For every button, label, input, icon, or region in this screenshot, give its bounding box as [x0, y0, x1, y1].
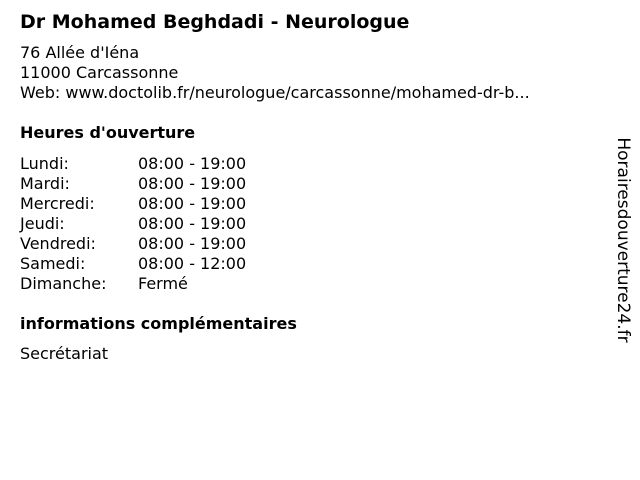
hours-row-friday — [20, 234, 246, 254]
hours-time: Fermé — [138, 274, 188, 293]
hours-time: 08:00 - 12:00 — [138, 254, 247, 273]
address-web: Web: www.doctolib.fr/neurologue/carcassonne/mohamed-dr-b... — [20, 83, 530, 102]
hours-time: 08:00 - 19:00 — [138, 154, 247, 173]
hours-day: Dimanche: — [20, 274, 107, 293]
hours-day: Mardi: — [20, 174, 70, 193]
info-heading: informations complémentaires — [20, 314, 297, 333]
hours-row-wednesday — [20, 194, 246, 214]
address-block — [20, 43, 530, 103]
hours-day: Lundi: — [20, 154, 69, 173]
hours-row-sunday — [20, 274, 246, 294]
address-city: 11000 Carcassonne — [20, 63, 179, 82]
hours-heading: Heures d'ouverture — [20, 123, 196, 142]
hours-time: 08:00 - 19:00 — [138, 214, 247, 233]
hours-row-monday — [20, 154, 246, 174]
hours-row-saturday — [20, 254, 246, 274]
hours-day: Samedi: — [20, 254, 86, 273]
site-watermark: Horairesdouverture24.fr — [613, 137, 633, 343]
hours-day: Jeudi: — [20, 214, 65, 233]
hours-day: Mercredi: — [20, 194, 95, 213]
hours-table — [20, 154, 246, 294]
address-street: 76 Allée d'Iéna — [20, 43, 140, 62]
hours-row-thursday — [20, 214, 246, 234]
hours-time: 08:00 - 19:00 — [138, 194, 247, 213]
hours-day: Vendredi: — [20, 234, 96, 253]
hours-time: 08:00 - 19:00 — [138, 174, 247, 193]
info-text: Secrétariat — [20, 344, 109, 363]
hours-time: 08:00 - 19:00 — [138, 234, 247, 253]
hours-row-tuesday — [20, 174, 246, 194]
page-title: Dr Mohamed Beghdadi - Neurologue — [20, 11, 410, 33]
